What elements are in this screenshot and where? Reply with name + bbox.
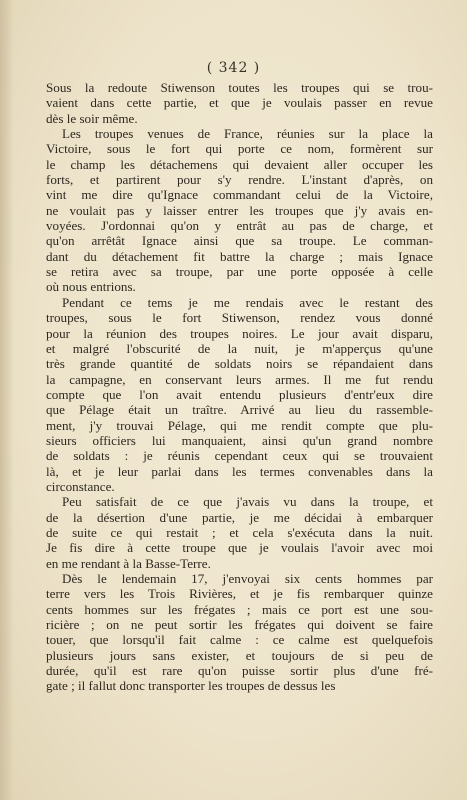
text-line: vaient dans cette partie, et que je voulais passer en revue bbox=[46, 95, 433, 111]
text-line: de suite ce qui restait ; et cela s'exécuta dans la nuit. bbox=[46, 524, 433, 540]
text-line: que Pélage était un traître. Arrivé au lieu du rassemble- bbox=[46, 402, 433, 418]
text-line: là, et je leur parlai dans les termes convenables dans la bbox=[46, 463, 433, 479]
text-line: pour la réunion des troupes noires. Le jour avait disparu, bbox=[46, 325, 433, 341]
paragraph bbox=[46, 571, 433, 694]
text-line: touer, que lorsqu'il fait calme : ce calme est quelquefois bbox=[46, 632, 433, 648]
page-number: ( 342 ) bbox=[206, 60, 261, 76]
text-line: de la désertion d'une partie, je me décidai à embarquer bbox=[46, 509, 433, 525]
paragraph bbox=[46, 494, 433, 571]
text-line: le champ les détachemens qui devaient aller occuper les bbox=[46, 156, 433, 172]
text-line: vint me dire qu'Ignace commandant celui de la Victoire, bbox=[46, 187, 433, 203]
paragraph bbox=[46, 295, 433, 494]
text-line: Dès le lendemain 17, j'envoyai six cents hommes par bbox=[62, 571, 433, 586]
text-line: se retira avec sa troupe, par une porte opposée à celle bbox=[46, 264, 433, 280]
text-line: ne voulait pas y laisser entrer les troupes que j'y avais en- bbox=[46, 202, 433, 218]
text-line: troupes, sous le fort Stiwenson, rendez vous donné bbox=[46, 310, 433, 326]
text-line: qu'on arrêtât Ignace ainsi que sa troupe. Le comman- bbox=[46, 233, 433, 249]
text-line: Les troupes venues de France, réunies sur la place la bbox=[62, 126, 433, 142]
text-line: durée, qu'il est rare qu'on puisse sortir plus d'une fré- bbox=[46, 663, 433, 679]
text-line: cents hommes sur les frégates ; mais ce port est une sou- bbox=[46, 601, 433, 617]
text-line: très grande quantité de soldats noirs se répandaient dans bbox=[46, 356, 433, 372]
text-line: gate ; il fallut donc transporter les troupes de dessus les bbox=[46, 678, 336, 694]
text-line: Pendant ce tems je me rendais avec le restant des bbox=[62, 294, 433, 310]
paragraph bbox=[46, 80, 433, 126]
text-line: dès le soir même. bbox=[46, 110, 138, 126]
text-line: et malgré l'obscurité de la nuit, je m'apperçus qu'une bbox=[46, 340, 433, 356]
paragraph bbox=[46, 126, 433, 295]
text-line: la campagne, en conservant leurs armes. Il me fut rendu bbox=[46, 371, 433, 387]
text-line: sieurs officiers lui manquaient, ainsi qu'un grand nombre bbox=[46, 432, 433, 448]
text-line: de soldats : je réunis cependant ceux qui se trouvaient bbox=[46, 448, 433, 464]
text-line: où nous entrions. bbox=[46, 279, 136, 295]
text-line: Victoire, sous le fort qui porte ce nom, formèrent sur bbox=[46, 141, 433, 157]
text-line: ment, j'y trouvai Pélage, qui me rendit compte que plu- bbox=[46, 417, 433, 433]
text-line: dant du détachement fit battre la charge ; mais Ignace bbox=[46, 248, 433, 264]
text-line: Je fis dire à cette troupe que je voulais l'avoir avec moi bbox=[46, 540, 433, 556]
text-line: forts, et partirent pour s'y rendre. L'instant d'après, on bbox=[46, 172, 433, 188]
text-line: terre vers les Trois Rivières, et je fis rembarquer quinze bbox=[46, 586, 433, 602]
text-line: Sous la redoute Stiwenson toutes les troupes qui se trou- bbox=[46, 80, 433, 95]
text-line: compte que l'on avait entendu plusieurs d'entr'eux dire bbox=[46, 386, 433, 402]
text-line: plusieurs jours sans exister, et toujours de si peu de bbox=[46, 647, 433, 663]
text-line: en me rendant à la Basse-Terre. bbox=[46, 555, 211, 571]
text-line: voyées. J'ordonnai qu'on y entrât au pas de charge, et bbox=[46, 218, 433, 234]
text-line: circonstance. bbox=[46, 478, 115, 494]
body-text bbox=[46, 80, 433, 694]
text-line: ricière ; on ne peut sortir les frégates qui doivent se faire bbox=[46, 617, 433, 633]
text-line: Peu satisfait de ce que j'avais vu dans la troupe, et bbox=[62, 494, 433, 510]
